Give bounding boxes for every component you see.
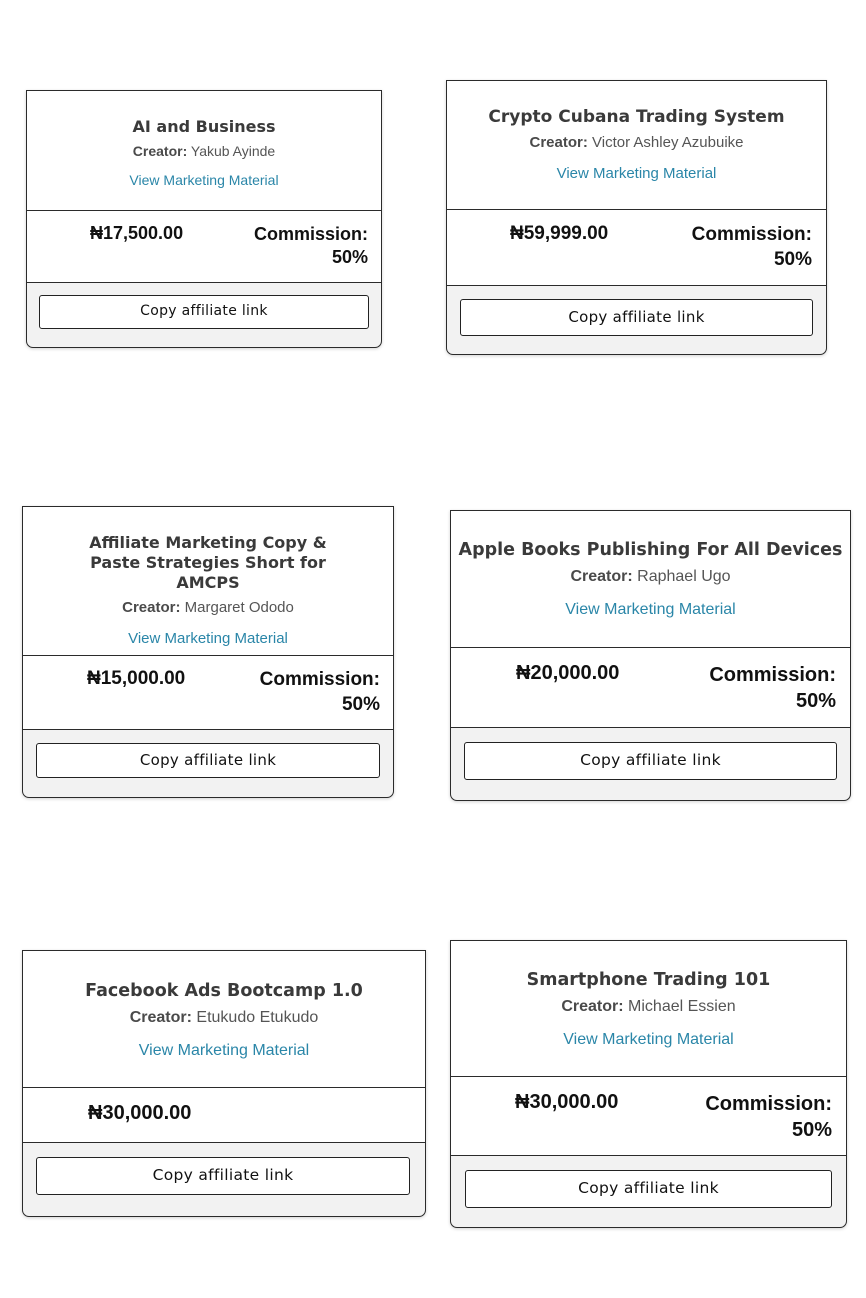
creator-label: Creator: xyxy=(129,1008,192,1026)
creator-line xyxy=(451,998,846,1016)
product-card xyxy=(446,80,827,355)
creator-name: Etukudo Etukudo xyxy=(196,1008,319,1026)
creator-name: Victor Ashley Azubuike xyxy=(592,134,744,152)
creator-label: Creator: xyxy=(529,134,588,152)
product-title: Crypto Cubana Trading System xyxy=(488,107,785,127)
view-marketing-material-link[interactable]: View Marketing Material xyxy=(138,1041,310,1059)
product-title: Smartphone Trading 101 xyxy=(526,970,771,990)
creator-label: Creator: xyxy=(570,567,633,585)
view-marketing-material-link[interactable]: View Marketing Material xyxy=(128,630,288,647)
commission-value: 50% xyxy=(341,693,380,715)
card-header xyxy=(451,511,850,648)
creator-line xyxy=(447,134,826,151)
copy-affiliate-link-button[interactable]: Copy affiliate link xyxy=(464,742,837,780)
product-price: ₦59,999.00 xyxy=(510,223,609,244)
view-marketing-material-link[interactable]: View Marketing Material xyxy=(129,172,279,188)
product-card xyxy=(22,506,394,798)
commission-value: 50% xyxy=(773,248,812,270)
card-pricing xyxy=(451,1077,846,1156)
product-title: Affiliate Marketing Copy & Paste Strategies Short for AMCPS xyxy=(89,533,327,592)
card-header xyxy=(451,941,846,1077)
commission-info xyxy=(705,1091,832,1143)
creator-line xyxy=(27,143,381,159)
product-card xyxy=(26,90,382,348)
creator-line xyxy=(451,568,850,586)
creator-line xyxy=(23,599,393,616)
card-pricing xyxy=(451,648,850,728)
product-card xyxy=(450,940,847,1228)
commission-value: 50% xyxy=(795,690,836,712)
copy-affiliate-link-button[interactable]: Copy affiliate link xyxy=(36,1157,410,1195)
card-header xyxy=(27,91,381,211)
commission-label: Commission: xyxy=(709,664,836,686)
creator-name: Yakub Ayinde xyxy=(190,143,276,159)
product-price: ₦15,000.00 xyxy=(87,668,186,689)
commission-info xyxy=(709,662,836,714)
commission-info xyxy=(254,223,368,270)
creator-name: Michael Essien xyxy=(628,997,736,1015)
creator-name: Raphael Ugo xyxy=(637,567,731,585)
copy-affiliate-link-button[interactable]: Copy affiliate link xyxy=(39,295,369,329)
product-price: ₦30,000.00 xyxy=(88,1102,192,1124)
creator-label: Creator: xyxy=(132,143,188,159)
commission-value: 50% xyxy=(331,247,368,268)
copy-affiliate-link-button[interactable]: Copy affiliate link xyxy=(460,299,813,336)
product-price: ₦17,500.00 xyxy=(90,223,184,243)
product-price: ₦20,000.00 xyxy=(516,662,620,684)
commission-label: Commission: xyxy=(705,1093,832,1115)
creator-line xyxy=(23,1009,425,1027)
card-pricing xyxy=(27,211,381,283)
product-card xyxy=(22,950,426,1217)
card-header xyxy=(23,951,425,1088)
copy-affiliate-link-button[interactable]: Copy affiliate link xyxy=(465,1170,832,1208)
product-price: ₦30,000.00 xyxy=(515,1091,619,1113)
commission-label: Commission: xyxy=(691,224,812,245)
creator-label: Creator: xyxy=(561,997,624,1015)
card-header xyxy=(23,507,393,656)
card-pricing xyxy=(23,656,393,730)
card-pricing xyxy=(447,210,826,286)
commission-label: Commission: xyxy=(253,224,368,244)
card-header xyxy=(447,81,826,210)
product-title: Apple Books Publishing For All Devices xyxy=(458,540,843,560)
card-pricing xyxy=(23,1088,425,1143)
commission-info xyxy=(260,668,380,717)
commission-label: Commission: xyxy=(259,669,380,690)
creator-label: Creator: xyxy=(122,599,181,616)
commission-value: 50% xyxy=(791,1119,832,1141)
view-marketing-material-link[interactable]: View Marketing Material xyxy=(556,165,717,183)
product-card xyxy=(450,510,851,801)
creator-name: Margaret Ododo xyxy=(184,599,294,616)
copy-affiliate-link-button[interactable]: Copy affiliate link xyxy=(36,743,380,778)
view-marketing-material-link[interactable]: View Marketing Material xyxy=(565,600,736,618)
product-title: AI and Business xyxy=(132,117,276,136)
view-marketing-material-link[interactable]: View Marketing Material xyxy=(563,1030,734,1048)
commission-info xyxy=(692,223,812,272)
product-title: Facebook Ads Bootcamp 1.0 xyxy=(85,981,363,1001)
